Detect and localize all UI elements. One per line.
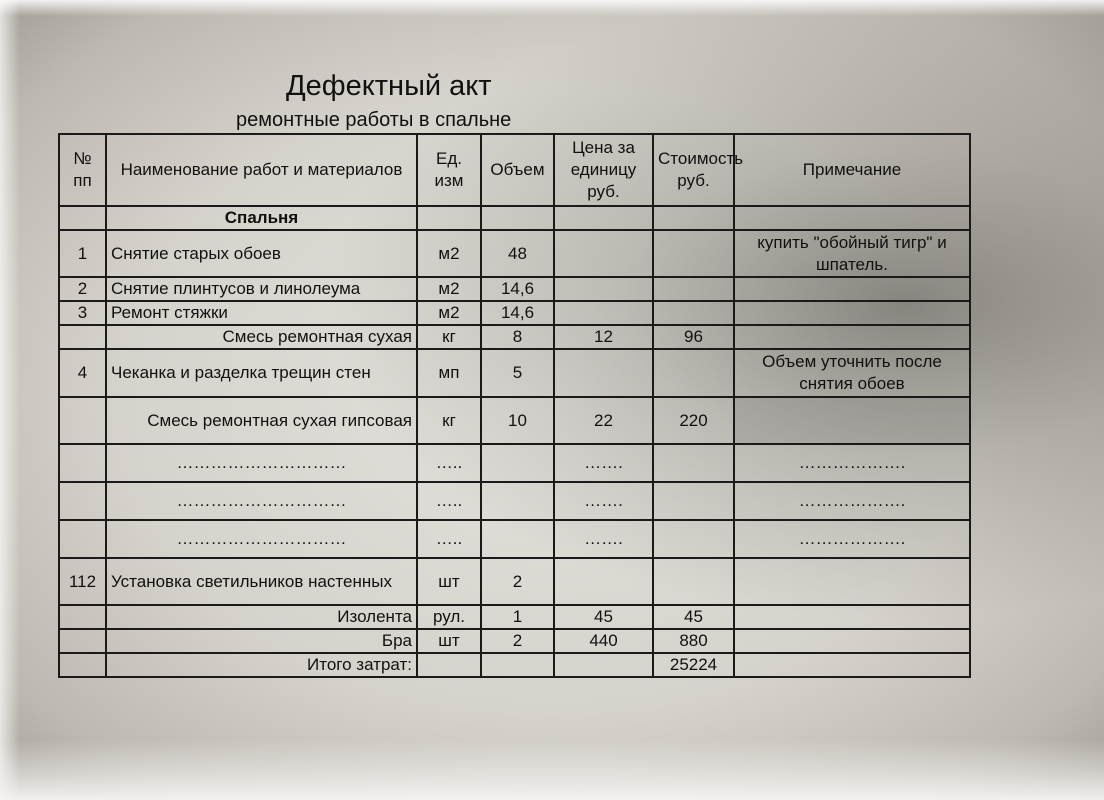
- ellipsis-row: [59, 482, 970, 520]
- row-cost: 220: [653, 397, 734, 444]
- dots-name: …………………………: [106, 520, 417, 558]
- header-row: [59, 134, 970, 206]
- header-price: Цена за единицу руб.: [554, 134, 653, 206]
- row-price: 45: [554, 605, 653, 629]
- table-row: [59, 325, 970, 349]
- row-unit: рул.: [417, 605, 481, 629]
- header-volume: Объем: [481, 134, 554, 206]
- row-name: Снятие старых обоев: [106, 230, 417, 277]
- ellipsis-row: [59, 444, 970, 482]
- row-name: Чеканка и разделка трещин стен: [106, 349, 417, 397]
- row-price: [554, 301, 653, 325]
- row-unit: кг: [417, 397, 481, 444]
- paper-left-edge: [0, 0, 20, 800]
- paper-top-edge: [0, 0, 1104, 16]
- row-volume: 8: [481, 325, 554, 349]
- row-unit: м2: [417, 277, 481, 301]
- section-title: Спальня: [106, 206, 417, 230]
- header-num: № пп: [59, 134, 106, 206]
- row-cost: [653, 277, 734, 301]
- dots-unit: …..: [417, 482, 481, 520]
- document-subtitle: ремонтные работы в спальне: [236, 109, 512, 131]
- row-note: купить "обойный тигр" и шпатель.: [734, 230, 970, 277]
- header-note: Примечание: [734, 134, 970, 206]
- dots-name: …………………………: [106, 444, 417, 482]
- row-note: [734, 325, 970, 349]
- total-value: 25224: [653, 653, 734, 677]
- row-volume: 2: [481, 558, 554, 605]
- row-note: [734, 397, 970, 444]
- table-row: [59, 230, 970, 277]
- row-note: [734, 277, 970, 301]
- table-row: [59, 301, 970, 325]
- row-volume: 14,6: [481, 277, 554, 301]
- row-num: 1: [59, 230, 106, 277]
- dots-note: ……………….: [734, 444, 970, 482]
- row-note: [734, 605, 970, 629]
- dots-price: …….: [554, 482, 653, 520]
- header-name: Наименование работ и материалов: [106, 134, 417, 206]
- row-num: [59, 325, 106, 349]
- row-name: Установка светильников настенных: [106, 558, 417, 605]
- defect-act-table: [58, 133, 971, 678]
- total-row: [59, 653, 970, 677]
- table-row: [59, 629, 970, 653]
- row-price: [554, 277, 653, 301]
- dots-unit: …..: [417, 520, 481, 558]
- row-note: [734, 301, 970, 325]
- header-unit: Ед. изм: [417, 134, 481, 206]
- row-volume: 5: [481, 349, 554, 397]
- row-volume: 2: [481, 629, 554, 653]
- dots-unit: …..: [417, 444, 481, 482]
- table-row: [59, 349, 970, 397]
- row-cost: 45: [653, 605, 734, 629]
- row-volume: 1: [481, 605, 554, 629]
- row-unit: м2: [417, 230, 481, 277]
- row-cost: 880: [653, 629, 734, 653]
- row-price: [554, 230, 653, 277]
- row-num: 2: [59, 277, 106, 301]
- row-cost: [653, 558, 734, 605]
- row-unit: м2: [417, 301, 481, 325]
- row-num: [59, 397, 106, 444]
- row-cost: [653, 230, 734, 277]
- row-num: [59, 605, 106, 629]
- dots-note: ……………….: [734, 520, 970, 558]
- row-num: 4: [59, 349, 106, 397]
- row-cost: 96: [653, 325, 734, 349]
- row-price: 12: [554, 325, 653, 349]
- table-row: [59, 277, 970, 301]
- row-unit: мп: [417, 349, 481, 397]
- total-label: Итого затрат:: [106, 653, 417, 677]
- ellipsis-row: [59, 520, 970, 558]
- row-note: [734, 629, 970, 653]
- dots-price: …….: [554, 520, 653, 558]
- row-note: [734, 558, 970, 605]
- row-price: 440: [554, 629, 653, 653]
- row-unit: шт: [417, 558, 481, 605]
- row-num: 112: [59, 558, 106, 605]
- row-num: 3: [59, 301, 106, 325]
- row-name: Ремонт стяжки: [106, 301, 417, 325]
- section-row: [59, 206, 970, 230]
- table-row: [59, 558, 970, 605]
- row-name: Смесь ремонтная сухая: [106, 325, 417, 349]
- row-cost: [653, 349, 734, 397]
- row-volume: 48: [481, 230, 554, 277]
- row-unit: кг: [417, 325, 481, 349]
- dots-note: ……………….: [734, 482, 970, 520]
- row-name: Бра: [106, 629, 417, 653]
- row-name: Смесь ремонтная сухая гипсовая: [106, 397, 417, 444]
- table-row: [59, 605, 970, 629]
- document-title: Дефектный акт: [286, 70, 492, 102]
- row-price: 22: [554, 397, 653, 444]
- row-volume: 10: [481, 397, 554, 444]
- row-cost: [653, 301, 734, 325]
- row-name: Снятие плинтусов и линолеума: [106, 277, 417, 301]
- row-num: [59, 629, 106, 653]
- row-price: [554, 558, 653, 605]
- row-unit: шт: [417, 629, 481, 653]
- paper-bottom-edge: [0, 740, 1104, 800]
- table-row: [59, 397, 970, 444]
- dots-price: …….: [554, 444, 653, 482]
- row-price: [554, 349, 653, 397]
- row-note: Объем уточнить после снятия обоев: [734, 349, 970, 397]
- row-name: Изолента: [106, 605, 417, 629]
- header-cost: Стоимость руб.: [653, 134, 734, 206]
- row-volume: 14,6: [481, 301, 554, 325]
- dots-name: …………………………: [106, 482, 417, 520]
